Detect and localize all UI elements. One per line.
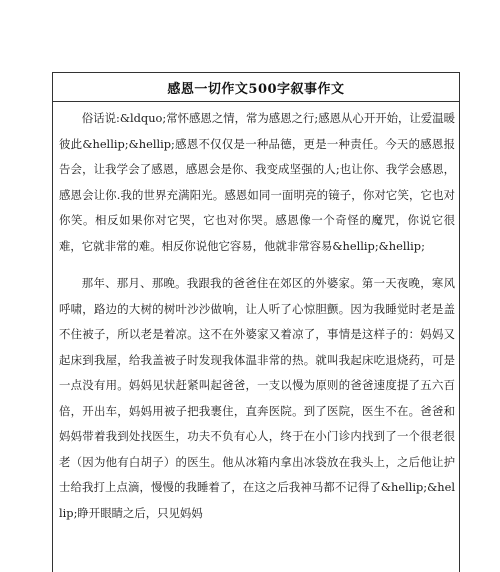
paragraph-1: 俗话说:&ldquo;常怀感恩之情，常为感恩之行;感恩从心开开始，让爱温暖彼此&hellip;&hellip;感恩不仅仅是一种品德，更是一种责任。今天的感恩报告会，让我学会了感恩，感恩会是你、我变成坚强的人;也让你、我学会感恩，感恩会让你.我的世界充满阳光。感恩如同一面明亮的镜子，你对它笑，它也对你笑。相反如果你对它哭，它也对你哭。感恩像一个奇怪的魔咒，你说它很难，它就非常的难。相反你说他它容易，他就非常容易&hellip;&hellip; <box>59 111 455 253</box>
paragraph-2: 那年、那月、那晚。我跟我的爸爸住在郊区的外婆家。第一天夜晚，寒风呼啸，路边的大树的树叶沙沙做响，让人听了心惊胆颤。因为我睡觉时老是盖不住被子，所以老是着凉。这不在外婆家又着凉了，事情是这样子的：妈妈又起床到我屋，给我盖被子时发现我体温非常的热。就叫我起床吃退烧药，可是一点没有用。妈妈见状赶紧叫起爸爸，一支以慢为原则的爸爸速度提了五六百倍，开出车，妈妈用被子把我裹住，直奔医院。到了医院，医生不在。爸爸和妈妈带着我到处找医生，功夫不负有心人，终于在小门诊内找到了一个很老很老（因为他有白胡子）的医生。他从冰箱内拿出冰袋放在我头上，之后他让护士给我打上点滴，慢慢的我睡着了，在这之后我神马都不记得了&hellip;&hellip;睁开眼睛之后，只见妈妈 <box>59 276 455 520</box>
title-row <box>53 73 459 102</box>
essay-body <box>53 106 459 526</box>
essay-page <box>52 72 460 572</box>
essay-title: 感恩一切作文500字叙事作文 <box>167 81 345 97</box>
